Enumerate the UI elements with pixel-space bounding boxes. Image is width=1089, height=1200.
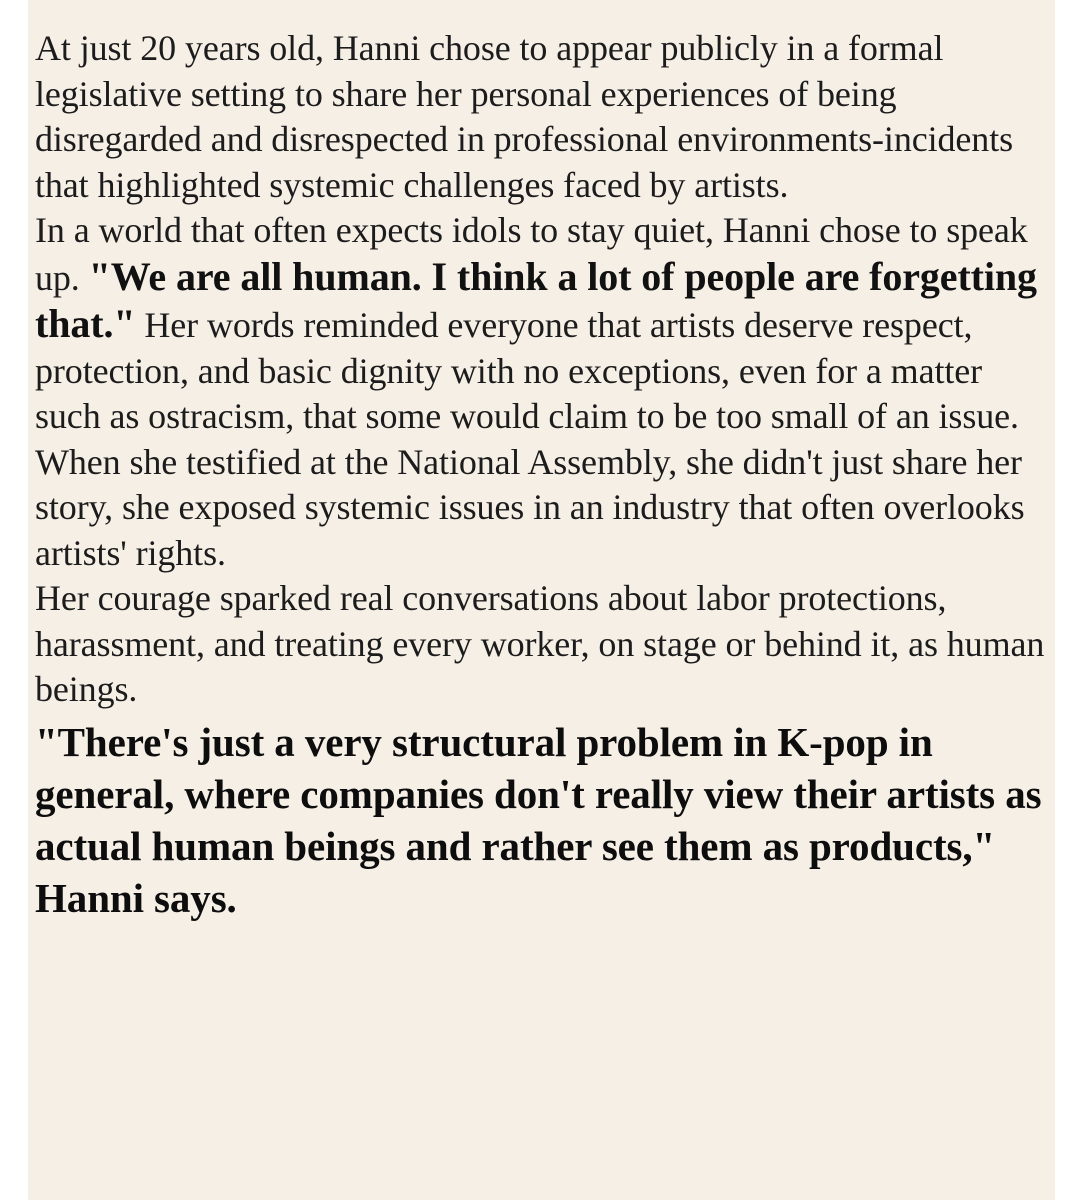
closing-quote: "There's just a very structural problem in K-pop in general, where companies don't really view their artists as actual human beings and rather see them as products," Hanni says. (35, 718, 1042, 921)
paragraph-courage: Her courage sparked real conversations about labor protections, harassment, and treating every worker, on stage or behind it, as human beings. (35, 578, 1045, 709)
paragraph-intro: At just 20 years old, Hanni chose to appear publicly in a formal legislative setting to share her personal experiences of being disregarded and disrespected in professional environments-incidents that highlighted systemic challenges faced by artists. (35, 28, 1014, 205)
paragraph-speak-up-tail: Her words reminded everyone that artists deserve respect, protection, and basic dignity with no exceptions, even for a matter such as ostracism, that some would claim to be too small of an issue. (35, 305, 1019, 436)
paragraph-testimony: When she testified at the National Assembly, she didn't just share her story, she exposed systemic issues in an industry that often overlooks artists' rights. (35, 441, 1025, 573)
article-page (28, 0, 1055, 1200)
paragraph-speak-up-lead: In a world that often expects idols to stay quiet, Hanni chose to speak up. (35, 210, 1028, 298)
highlighted-quote: "We are all human. I think a lot of people are forgetting that." (35, 253, 1037, 346)
paragraph-speak-up (35, 208, 1047, 440)
article-body (35, 26, 1047, 924)
